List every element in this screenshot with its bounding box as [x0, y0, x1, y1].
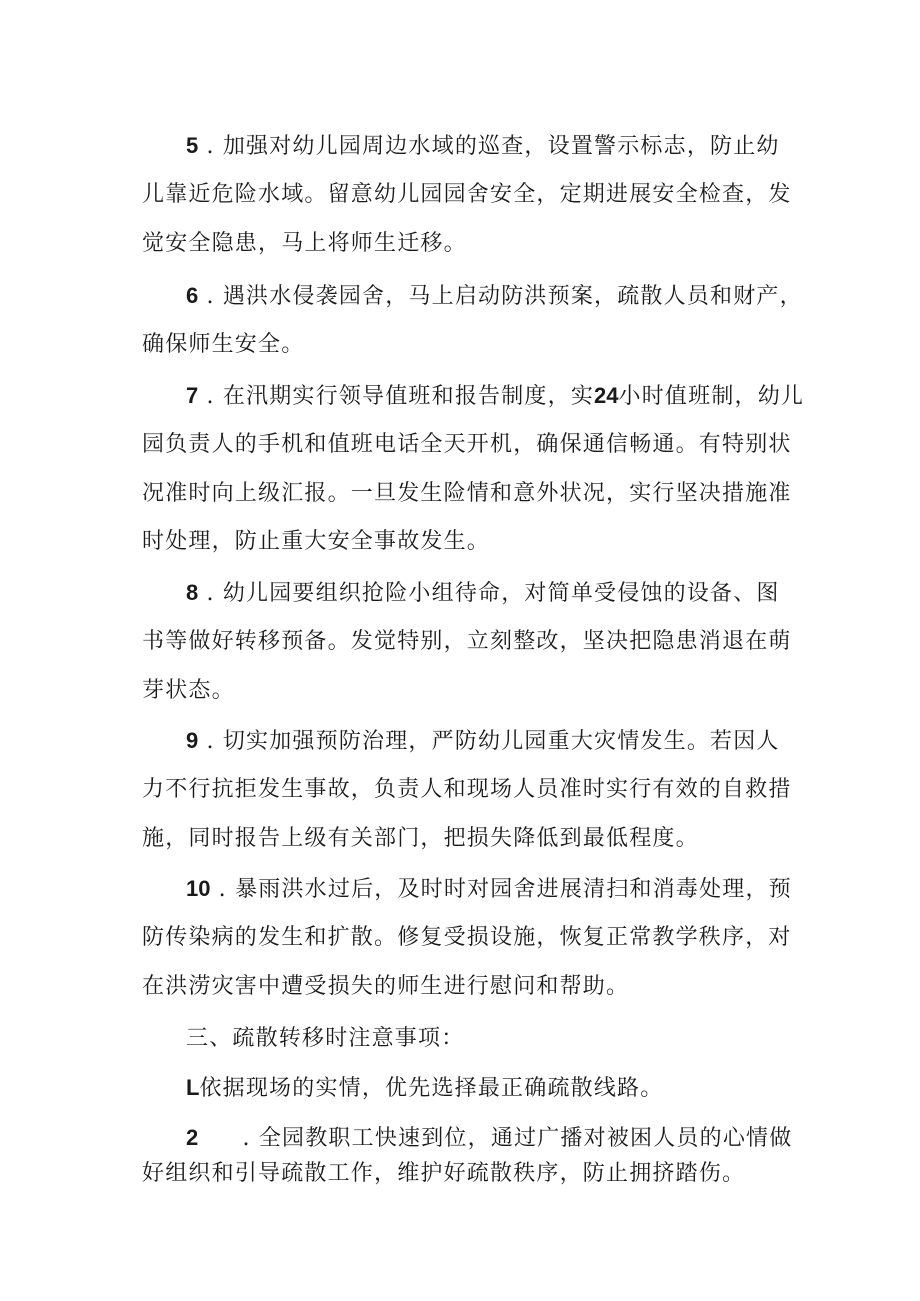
paragraph-7-line-1 [186, 383, 804, 410]
paragraph-9-line-3: 施，同时报告上级有关部门，把损失降低到最低程度。 [142, 826, 699, 851]
section-heading: 三、疏散转移时注意事项： [186, 1026, 465, 1051]
line-text: . 切实加强预防治理，严防幼儿园重大灾情发生。若因人 [198, 729, 780, 754]
item-number: 8 [186, 580, 199, 605]
line-text: . 暴雨洪水过后，及时时对园舍进展清扫和消毒处理，预 [210, 877, 792, 902]
paragraph-8-line-1 [186, 580, 780, 607]
hours-number: 24 [594, 383, 619, 408]
line-text: . 幼儿园要组织抢险小组待命，对简单受侵蚀的设备、图 [198, 581, 780, 606]
paragraph-10-line-3: 在洪涝灾害中遭受损失的师生进行慰问和帮助。 [142, 974, 630, 999]
paragraph-5-line-1 [186, 133, 780, 160]
item-number: 10 [186, 876, 211, 901]
paragraph-6-line-2: 确保师生安全。 [142, 332, 305, 357]
line-text: . 遇洪水侵袭园舍，马上启动防洪预案，疏散人员和财产， [198, 284, 803, 309]
line-text: 小时值班制，幼儿 [618, 384, 805, 409]
item-number: 5 [186, 133, 199, 158]
paragraph-7-line-2: 园负责人的手机和值班电话全天开机，确保通信畅通。有特别状 [142, 432, 792, 457]
item-number: 2 [186, 1125, 199, 1150]
paragraph-7-line-3: 况准时向上级汇报。一旦发生险情和意外状况，实行坚决措施准 [142, 481, 792, 506]
line-text: . 全园教职工快速到位，通过广播对被困人员的心情做 [234, 1126, 793, 1151]
paragraph-10-line-1 [186, 876, 792, 903]
item-number: 7 [186, 383, 199, 408]
paragraph-9-line-2: 力不行抗拒发生事故，负责人和现场人员准时实行有效的自救措 [142, 777, 792, 802]
paragraph-10-line-2: 防传染病的发生和扩散。修复受损设施，恢复正常教学秩序，对 [142, 925, 792, 950]
paragraph-8-line-2: 书等做好转移预备。发觉特别，立刻整改，坚决把隐患消退在萌 [142, 629, 792, 654]
line-text: . 加强对幼儿园周边水域的巡查，设置警示标志，防止幼 [198, 134, 780, 159]
paragraph-6-line-1 [186, 283, 803, 310]
item-number: 9 [186, 728, 199, 753]
item-number: 6 [186, 283, 199, 308]
paragraph-5-line-2: 儿靠近危险水域。留意幼儿园园舍安全，定期进展安全检查，发 [142, 182, 792, 207]
paragraph-5-line-3: 觉安全隐患，马上将师生迁移。 [142, 231, 467, 256]
line-text: 依据现场的实情，优先选择最正确疏散线路。 [199, 1076, 664, 1101]
paragraph-7-line-4: 时处理，防止重大安全事故发生。 [142, 529, 491, 554]
evacuation-item-2-line-1 [186, 1125, 792, 1152]
evacuation-item-2-line-2: 好组织和引导疏散工作，维护好疏散秩序，防止拥挤踏伤。 [142, 1161, 746, 1186]
line-text: . 在汛期实行领导值班和报告制度，实 [198, 384, 595, 409]
paragraph-8-line-3: 芽状态。 [142, 678, 235, 703]
item-number: L [186, 1075, 200, 1100]
evacuation-item-1 [186, 1075, 663, 1102]
paragraph-9-line-1 [186, 728, 780, 755]
